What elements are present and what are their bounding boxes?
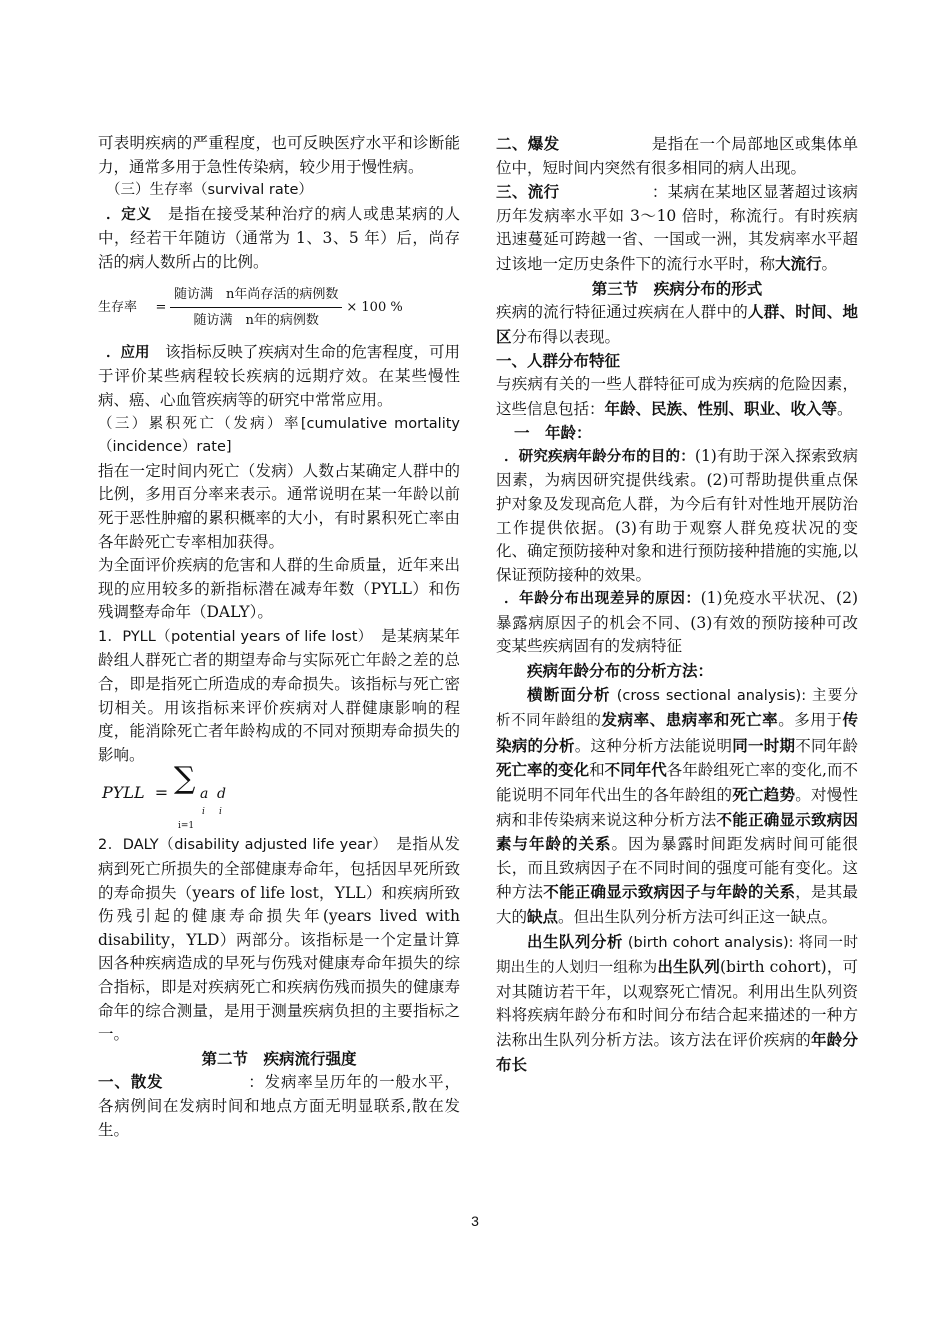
paragraph-sporadic xyxy=(98,1070,460,1142)
cs-bold-2: 传染病的分析 xyxy=(496,710,858,755)
pyll-subscript-a: i xyxy=(202,807,205,818)
pyll-text: 是某病某年龄组人群死亡者的期望寿命与实际死亡年龄之差的总合，即是指死亡所造成的寿命损失。该指标与死亡密切相关。用该指标来评价疾病对人群健康影响的程度，能消除死亡者年龄构成的不同对预期寿命损失的影响。 xyxy=(98,626,460,764)
cs-text-5: 和 xyxy=(589,761,605,780)
right-column xyxy=(496,132,858,1077)
section-heading-survival: （三）生存率（survival rate） xyxy=(106,182,313,199)
daly-text: 是指从发病到死亡所损失的全部健康寿命年，包括因早死所致的寿命损失（years of life lost，YLL）和疾病所致伤残引起的健康寿命损失年(years lived with disability，YLD）两部分。该指标是一个定量计算因各种疾病造成的早死与伤残对健康寿命年损失的综合指标，即是对疾病死亡和疾病伤残而损失的健康寿命年的综合测量，是用于测量疾病负担的主要指标之一。 xyxy=(98,835,460,1044)
paragraph-daly xyxy=(98,833,460,1046)
population-text-a: 与疾病有关的一些人群特征可成为疾病的危险因素，这些信息包括： xyxy=(496,374,858,418)
paragraph-new-indicators: 为全面评价疾病的危害和人群的生命质量，近年来出现的应用较多的新指标潜在减寿年数（PYLL）和伤残调整寿命年（DALY）。 xyxy=(98,556,460,622)
paragraph-survival-application xyxy=(98,341,460,413)
cs-text-7: 。对慢性病和非传染病来说这种分析方法 xyxy=(496,786,858,829)
section-title-3: 第三节 疾病分布的形式 xyxy=(591,278,763,298)
formula-fraction xyxy=(170,283,342,333)
cs-bold-6: 死亡趋势 xyxy=(732,785,796,805)
pyll-lhs xyxy=(102,781,168,805)
application-text: 该指标反映了疾病对生命的危害程度，可用于评价某些病程较长疾病的远期疗效。在某些慢性病、癌、心血管疾病等的研究中常常应用。 xyxy=(98,342,460,409)
paragraph-cross-sectional xyxy=(496,683,858,930)
pyll-lhs-text: PYLL xyxy=(102,783,145,803)
bc-text-2: (birth cohort)，可对其随访若干年，以观察死亡情况。利用出生队列资料将疾病年龄分布和时间分布结合起来描述的一种方法称出生队列分析方法。该方法在评价疾病的 xyxy=(496,958,858,1049)
cs-label: 横断面分析 xyxy=(527,684,611,704)
cs-bold-8: 不能正确显示致病因子与年龄的关系 xyxy=(543,882,796,902)
bc-bold-2: 年龄分布长 xyxy=(496,1029,858,1074)
heading-methods: 疾病年龄分布的分析方法： xyxy=(527,661,714,681)
page-number: 3 xyxy=(471,1213,479,1229)
age-purpose-text: (1)有助于深入探索致病因素，为病因研究提供线索。(2)可帮助提供重点保护对象及发现高危人群，为今后有针对性地开展防治工作提供依据。(3)有助于观察人群免疫状况的变化、确定预防接种对象和进行预防接种措施的实施,以保证预防接种的效果。 xyxy=(496,446,858,584)
epidemic-label: 三、流行 xyxy=(496,182,560,202)
age-reason-text: (1)免疫水平状况、(2)暴露病原因子的机会不同、(3)有效的预防接种可改变某些疾病固有的发病特征 xyxy=(496,589,859,656)
section-title-2: 第二节 疾病流行强度 xyxy=(201,1048,357,1068)
distribution-bold: 人群、时间、地区 xyxy=(496,302,858,346)
population-text-c: 。 xyxy=(837,399,853,418)
pyll-formula xyxy=(98,761,460,833)
distribution-text-a: 疾病的流行特征通过疾病在人群中的 xyxy=(496,303,748,322)
paragraph-age-purpose xyxy=(496,445,858,588)
paragraph-survival-definition xyxy=(98,203,460,275)
cs-text-6: 各年龄组死亡率的变化,而不能说明不同年代出生的各年龄组的 xyxy=(496,761,858,805)
age-purpose-label: ．研究疾病年龄分布的目的： xyxy=(504,448,695,465)
age-reason-label: ．年龄分布出现差异的原因： xyxy=(504,591,701,608)
heading-population: 一、人群分布特征 xyxy=(496,351,621,371)
pyll-a: a xyxy=(200,786,209,803)
cs-text-2: 。多用于 xyxy=(778,711,843,730)
sigma-symbol: ∑ xyxy=(174,761,196,797)
cs-text-4: 不同年龄 xyxy=(795,736,858,755)
paragraph-population xyxy=(496,373,858,421)
distribution-text-c: 分布得以表现。 xyxy=(511,327,621,346)
formula-denominator: 随访满 n年的病例数 xyxy=(193,313,319,329)
pyll-equals: = xyxy=(154,783,169,803)
section-heading-cumulative: （三）累积死亡（发病）率[cumulative mortality（incidence）rate] xyxy=(98,415,460,456)
bc-text-1: (birth cohort analysis): 将同一时期出生的人划归一组称为 xyxy=(496,934,858,977)
population-bold: 年龄、民族、性别、职业、收入等 xyxy=(604,398,838,418)
epidemic-text: ：某病在某地区显著超过该病历年发病率水平如 3～10 倍时，称流行。有时疾病迅速蔓延可跨越一省、一国或一洲，其发病率水平超过该地一定历史条件下的流行水平时，称 xyxy=(496,183,858,273)
pyll-subscript-d: i xyxy=(219,807,222,818)
paragraph-birth-cohort xyxy=(496,930,858,1078)
cs-text-8: 。因为暴露时间距发病时间可能很长，而且致病因子在不同时间的强度可能有变化。这种方法 xyxy=(496,835,858,902)
formula-equals: = xyxy=(155,299,167,315)
cs-bold-5: 不同年代 xyxy=(604,760,667,780)
application-label: ．应用 xyxy=(106,344,150,361)
pyll-heading: 1．PYLL（potential years of life lost） xyxy=(98,628,366,645)
cs-bold-9: 缺点 xyxy=(527,907,559,926)
bc-bold-1: 出生队列 xyxy=(657,957,720,977)
paragraph-age-reason xyxy=(496,587,858,659)
sporadic-text: ：发病率呈历年的一般水平，各病例间在发病时间和地点方面无明显联系,散在发生。 xyxy=(98,1073,460,1139)
pandemic-term: 大流行 xyxy=(775,253,822,273)
cs-bold-7: 不能正确显示致病因素与年龄的关系 xyxy=(496,809,858,854)
cs-text-9: ，是其最大的 xyxy=(496,883,858,926)
paragraph-pyll xyxy=(98,625,460,768)
outbreak-label: 二、爆发 xyxy=(496,134,560,153)
paragraph-epidemic xyxy=(496,180,858,276)
cs-bold-4: 死亡率的变化 xyxy=(496,760,590,780)
definition-text: 是指在接受某种治疗的病人或患某病的人中，经若干年随访（通常为 1、3、5 年）后，尚存活的病人数所占的比例。 xyxy=(98,204,460,271)
cs-bold-1: 发病率、患病率和死亡率 xyxy=(601,710,779,730)
formula-multiplier: × 100 % xyxy=(346,299,403,315)
formula-numerator: 随访满 n年尚存活的病例数 xyxy=(170,283,342,309)
heading-age: 一 年龄： xyxy=(514,423,592,443)
daly-heading: 2．DALY（disability adjusted life year） xyxy=(98,837,381,854)
cs-text-3: 。这种分析方法能说明 xyxy=(574,736,733,755)
cs-text-10: 。但出生队列分析方法可纠正这一缺点。 xyxy=(558,908,838,926)
paragraph: 可表明疾病的严重程度，也可反映医疗水平和诊断能力，通常多用于急性传染病，较少用于慢性病。 xyxy=(98,134,460,176)
epidemic-end: 。 xyxy=(821,254,838,273)
paragraph-distribution xyxy=(496,300,858,349)
cs-bold-3: 同一时期 xyxy=(732,735,796,755)
bc-label: 出生队列分析 xyxy=(527,931,623,951)
left-column xyxy=(98,132,460,1142)
survival-rate-formula xyxy=(98,283,460,333)
sporadic-label: 一、散发 xyxy=(98,1072,164,1092)
sigma-lower-bound: i=1 xyxy=(178,821,195,832)
outbreak-text: 是指在一个局部地区或集体单位中，短时间内突然有很多相同的病人出现。 xyxy=(496,135,858,177)
formula-label: 生存率 xyxy=(98,299,138,315)
cs-text-1: (cross sectional analysis): 主要分析不同年龄组的 xyxy=(496,687,858,730)
paragraph-outbreak xyxy=(496,132,858,180)
pyll-d: d xyxy=(217,786,226,803)
definition-label: ．定义 xyxy=(106,206,152,223)
paragraph-cumulative: 指在一定时间内死亡（发病）人数占某确定人群中的比例，多用百分率来表示。通常说明在某一年龄以前死于恶性肿瘤的累积概率的大小，有时累积死亡率由各年龄死亡专率相加获得。 xyxy=(98,461,460,551)
